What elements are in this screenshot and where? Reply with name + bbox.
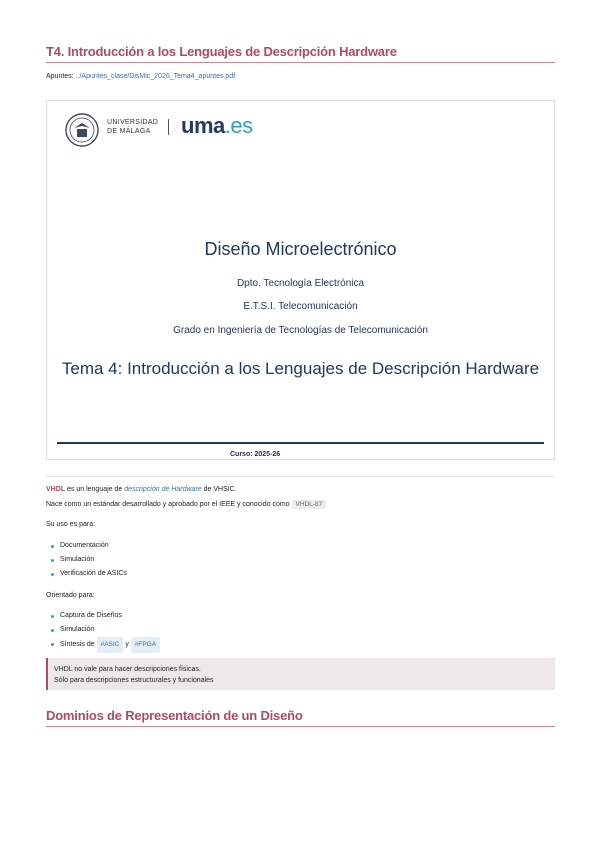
asic-tag[interactable]: #ASIC [97,637,124,653]
slide-embed [46,100,555,460]
section-heading: Dominios de Representación de un Diseño [46,708,555,727]
hardware-description-link[interactable]: descripción de Hardware [124,486,202,493]
intro-line-1: VHDL es un lenguaje de descripción de Hardware de VHSIC. [46,486,237,493]
uso-heading: Su uso es para: [46,521,96,528]
note-callout: VHDL no vale para hacer descripciones físicas. Sólo para descripciones estructurales y funcionales [46,658,555,690]
list-item: Verificación de ASICs [60,567,127,581]
logo-divider [168,119,169,135]
apuntes-pdf-link[interactable]: ../Apuntes_clase/DisMic_2026_Tema4_apuntes.pdf [75,73,236,80]
slide-topic-title: Tema 4: Introducción a los Lenguajes de Descripción Hardware [61,359,540,378]
apuntes-label: Apuntes: [46,73,74,80]
uma-logo: uma.es [181,113,253,138]
slide-department: Dpto. Tecnología Electrónica [236,278,365,289]
slide-course-title: Diseño Microelectrónico [204,239,397,259]
university-seal-icon [65,113,99,147]
section-divider [46,476,555,477]
list-item: Simulación [60,623,160,637]
list-item: Simulación [60,553,127,567]
apuntes-line [46,73,235,80]
orientado-heading: Orientado para: [46,592,95,599]
list-item-sintesis: Síntesis de #ASIC y #FPGA [60,637,160,651]
list-item: Captura de Diseños [60,609,160,623]
page-title: T4. Introducción a los Lenguajes de Descripción Hardware [46,44,555,63]
university-name-logo: UNIVERSIDAD DE MÁLAGA [107,119,159,135]
slide-divider [57,442,544,444]
vhdl-keyword-link[interactable]: VHDL [46,486,66,493]
list-item: Documentación [60,539,127,553]
uso-list [60,539,127,581]
slide-academic-year: Curso: 2025-26 [230,451,281,458]
fpga-tag[interactable]: #FPGA [131,637,160,653]
intro-line-2: Nace como un estándar desarrollado y aprobado por el IEEE y conocido como VHDL-87 [46,500,326,509]
vhdl-87-badge: VHDL-87 [292,500,327,509]
slide-school: E.T.S.I. Telecomunicación [243,301,358,312]
slide-degree: Grado en Ingeniería de Tecnologías de Telecomunicación [173,325,428,336]
orientado-list [60,609,160,651]
